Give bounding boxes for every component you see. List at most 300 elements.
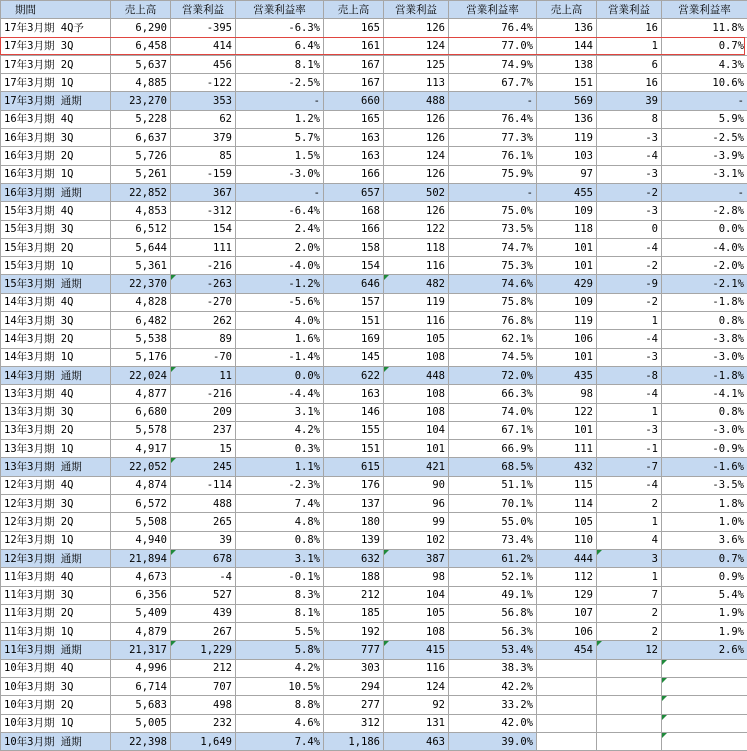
operating-profit-cell-2[interactable]: 108 — [384, 385, 449, 403]
period-cell[interactable]: 15年3月期 通期 — [1, 275, 111, 293]
operating-margin-cell-3[interactable]: -0.9% — [662, 440, 747, 458]
operating-profit-cell-3[interactable]: -4 — [597, 238, 662, 256]
operating-profit-cell-2[interactable]: 96 — [384, 495, 449, 513]
sales-cell-2[interactable]: 163 — [324, 147, 384, 165]
operating-margin-cell-2[interactable]: 42.2% — [449, 677, 537, 695]
sales-cell-2[interactable]: 185 — [324, 604, 384, 622]
sales-cell-3[interactable]: 110 — [537, 531, 597, 549]
operating-profit-cell-3[interactable]: 2 — [597, 495, 662, 513]
operating-margin-cell-3[interactable]: 10.6% — [662, 74, 747, 92]
operating-margin-cell-2[interactable]: 77.3% — [449, 129, 537, 147]
period-cell[interactable]: 17年3月期 2Q — [1, 55, 111, 73]
operating-profit-cell-1[interactable]: 245 — [171, 458, 236, 476]
operating-profit-cell-1[interactable]: 456 — [171, 55, 236, 73]
period-cell[interactable]: 11年3月期 通期 — [1, 641, 111, 659]
sales-cell-2[interactable]: 146 — [324, 403, 384, 421]
operating-margin-cell-3[interactable]: -2.0% — [662, 257, 747, 275]
sales-cell-3[interactable]: 136 — [537, 110, 597, 128]
operating-margin-cell-2[interactable]: 72.0% — [449, 366, 537, 384]
operating-margin-cell-3[interactable]: 0.7% — [662, 37, 747, 55]
operating-margin-cell-1[interactable]: 4.8% — [236, 513, 324, 531]
sales-cell-1[interactable]: 6,458 — [111, 37, 171, 55]
sales-cell-1[interactable]: 22,024 — [111, 366, 171, 384]
period-cell[interactable]: 16年3月期 通期 — [1, 183, 111, 201]
sales-cell-2[interactable]: 163 — [324, 129, 384, 147]
sales-cell-1[interactable]: 5,683 — [111, 696, 171, 714]
operating-margin-cell-2[interactable]: 66.9% — [449, 440, 537, 458]
operating-margin-cell-1[interactable]: 8.3% — [236, 586, 324, 604]
operating-profit-cell-3[interactable]: -4 — [597, 385, 662, 403]
operating-profit-cell-3[interactable]: 16 — [597, 74, 662, 92]
period-cell[interactable]: 15年3月期 3Q — [1, 220, 111, 238]
operating-margin-cell-1[interactable]: 6.4% — [236, 37, 324, 55]
sales-cell-1[interactable]: 4,879 — [111, 623, 171, 641]
operating-margin-cell-2[interactable]: 42.0% — [449, 714, 537, 732]
sales-cell-2[interactable]: 1,186 — [324, 732, 384, 750]
sales-cell-2[interactable]: 646 — [324, 275, 384, 293]
operating-margin-cell-3[interactable]: 0.9% — [662, 568, 747, 586]
operating-margin-cell-1[interactable]: 1.5% — [236, 147, 324, 165]
period-cell[interactable]: 17年3月期 4Q予 — [1, 19, 111, 37]
operating-margin-cell-3[interactable]: -1.8% — [662, 366, 747, 384]
operating-profit-cell-1[interactable]: 414 — [171, 37, 236, 55]
header-sales-3[interactable]: 売上高 — [537, 1, 597, 19]
operating-profit-cell-1[interactable]: -159 — [171, 165, 236, 183]
sales-cell-2[interactable]: 151 — [324, 312, 384, 330]
period-cell[interactable]: 14年3月期 1Q — [1, 348, 111, 366]
operating-margin-cell-1[interactable]: 5.7% — [236, 129, 324, 147]
operating-profit-cell-2[interactable]: 415 — [384, 641, 449, 659]
operating-profit-cell-3[interactable]: 1 — [597, 513, 662, 531]
sales-cell-3[interactable] — [537, 732, 597, 750]
sales-cell-2[interactable]: 163 — [324, 385, 384, 403]
operating-profit-cell-3[interactable]: 16 — [597, 19, 662, 37]
period-cell[interactable]: 15年3月期 2Q — [1, 238, 111, 256]
sales-cell-1[interactable]: 4,940 — [111, 531, 171, 549]
operating-profit-cell-1[interactable]: -122 — [171, 74, 236, 92]
operating-margin-cell-3[interactable]: 0.8% — [662, 403, 747, 421]
sales-cell-3[interactable]: 111 — [537, 440, 597, 458]
operating-profit-cell-2[interactable]: 92 — [384, 696, 449, 714]
operating-margin-cell-2[interactable]: 77.0% — [449, 37, 537, 55]
sales-cell-2[interactable]: 157 — [324, 293, 384, 311]
operating-profit-cell-3[interactable]: -3 — [597, 202, 662, 220]
operating-margin-cell-3[interactable] — [662, 714, 747, 732]
sales-cell-1[interactable]: 6,714 — [111, 677, 171, 695]
period-cell[interactable]: 13年3月期 通期 — [1, 458, 111, 476]
operating-margin-cell-2[interactable]: 52.1% — [449, 568, 537, 586]
operating-margin-cell-2[interactable]: 76.4% — [449, 110, 537, 128]
operating-profit-cell-1[interactable]: -263 — [171, 275, 236, 293]
operating-profit-cell-2[interactable]: 118 — [384, 238, 449, 256]
operating-margin-cell-3[interactable]: 1.9% — [662, 604, 747, 622]
sales-cell-3[interactable]: 106 — [537, 623, 597, 641]
operating-profit-cell-1[interactable]: 353 — [171, 92, 236, 110]
operating-margin-cell-2[interactable]: 75.8% — [449, 293, 537, 311]
operating-profit-cell-2[interactable]: 105 — [384, 330, 449, 348]
operating-profit-cell-3[interactable] — [597, 696, 662, 714]
operating-margin-cell-3[interactable] — [662, 696, 747, 714]
operating-margin-cell-2[interactable]: 33.2% — [449, 696, 537, 714]
operating-margin-cell-1[interactable]: - — [236, 92, 324, 110]
sales-cell-2[interactable]: 660 — [324, 92, 384, 110]
operating-margin-cell-2[interactable]: 39.0% — [449, 732, 537, 750]
sales-cell-2[interactable]: 632 — [324, 549, 384, 567]
operating-margin-cell-2[interactable]: 75.9% — [449, 165, 537, 183]
operating-margin-cell-2[interactable]: 56.8% — [449, 604, 537, 622]
operating-profit-cell-1[interactable]: 15 — [171, 440, 236, 458]
operating-margin-cell-2[interactable]: 38.3% — [449, 659, 537, 677]
sales-cell-3[interactable]: 432 — [537, 458, 597, 476]
operating-profit-cell-3[interactable] — [597, 732, 662, 750]
operating-profit-cell-3[interactable]: 12 — [597, 641, 662, 659]
period-cell[interactable]: 16年3月期 2Q — [1, 147, 111, 165]
sales-cell-2[interactable]: 277 — [324, 696, 384, 714]
period-cell[interactable]: 13年3月期 2Q — [1, 421, 111, 439]
sales-cell-3[interactable]: 569 — [537, 92, 597, 110]
operating-profit-cell-3[interactable]: 1 — [597, 403, 662, 421]
sales-cell-2[interactable]: 168 — [324, 202, 384, 220]
sales-cell-1[interactable]: 4,673 — [111, 568, 171, 586]
sales-cell-2[interactable]: 151 — [324, 440, 384, 458]
sales-cell-1[interactable]: 5,578 — [111, 421, 171, 439]
operating-margin-cell-2[interactable]: 55.0% — [449, 513, 537, 531]
operating-profit-cell-2[interactable]: 101 — [384, 440, 449, 458]
operating-margin-cell-3[interactable]: -3.0% — [662, 421, 747, 439]
period-cell[interactable]: 14年3月期 通期 — [1, 366, 111, 384]
operating-profit-cell-1[interactable]: -216 — [171, 257, 236, 275]
operating-margin-cell-3[interactable]: 1.9% — [662, 623, 747, 641]
operating-margin-cell-2[interactable]: 74.6% — [449, 275, 537, 293]
sales-cell-1[interactable]: 21,894 — [111, 549, 171, 567]
sales-cell-1[interactable]: 6,290 — [111, 19, 171, 37]
sales-cell-1[interactable]: 4,853 — [111, 202, 171, 220]
sales-cell-2[interactable]: 192 — [324, 623, 384, 641]
operating-margin-cell-1[interactable]: 0.3% — [236, 440, 324, 458]
sales-cell-3[interactable]: 455 — [537, 183, 597, 201]
sales-cell-3[interactable]: 118 — [537, 220, 597, 238]
operating-profit-cell-1[interactable]: 678 — [171, 549, 236, 567]
operating-profit-cell-1[interactable]: 11 — [171, 366, 236, 384]
operating-margin-cell-1[interactable]: 8.8% — [236, 696, 324, 714]
operating-profit-cell-3[interactable]: 6 — [597, 55, 662, 73]
sales-cell-3[interactable]: 98 — [537, 385, 597, 403]
operating-profit-cell-2[interactable]: 122 — [384, 220, 449, 238]
operating-margin-cell-1[interactable]: 5.5% — [236, 623, 324, 641]
operating-profit-cell-1[interactable]: 89 — [171, 330, 236, 348]
operating-margin-cell-1[interactable]: -0.1% — [236, 568, 324, 586]
operating-profit-cell-1[interactable]: 212 — [171, 659, 236, 677]
period-cell[interactable]: 15年3月期 1Q — [1, 257, 111, 275]
operating-profit-cell-2[interactable]: 116 — [384, 659, 449, 677]
header-sales-2[interactable]: 売上高 — [324, 1, 384, 19]
sales-cell-2[interactable]: 154 — [324, 257, 384, 275]
sales-cell-1[interactable]: 4,877 — [111, 385, 171, 403]
sales-cell-1[interactable]: 6,482 — [111, 312, 171, 330]
header-operating-profit-2[interactable]: 営業利益 — [384, 1, 449, 19]
sales-cell-2[interactable]: 137 — [324, 495, 384, 513]
sales-cell-2[interactable]: 167 — [324, 74, 384, 92]
operating-margin-cell-3[interactable]: -3.9% — [662, 147, 747, 165]
sales-cell-2[interactable]: 180 — [324, 513, 384, 531]
period-cell[interactable]: 17年3月期 通期 — [1, 92, 111, 110]
period-cell[interactable]: 12年3月期 4Q — [1, 476, 111, 494]
period-cell[interactable]: 15年3月期 4Q — [1, 202, 111, 220]
sales-cell-2[interactable]: 155 — [324, 421, 384, 439]
operating-margin-cell-1[interactable]: -1.2% — [236, 275, 324, 293]
operating-margin-cell-1[interactable]: -4.4% — [236, 385, 324, 403]
operating-profit-cell-2[interactable]: 124 — [384, 37, 449, 55]
operating-profit-cell-2[interactable]: 448 — [384, 366, 449, 384]
operating-profit-cell-1[interactable]: 85 — [171, 147, 236, 165]
sales-cell-3[interactable]: 101 — [537, 348, 597, 366]
operating-profit-cell-3[interactable]: 8 — [597, 110, 662, 128]
operating-profit-cell-3[interactable]: -3 — [597, 129, 662, 147]
sales-cell-3[interactable]: 129 — [537, 586, 597, 604]
operating-profit-cell-2[interactable]: 126 — [384, 202, 449, 220]
operating-margin-cell-1[interactable]: 8.1% — [236, 604, 324, 622]
operating-profit-cell-3[interactable]: -4 — [597, 330, 662, 348]
operating-margin-cell-1[interactable]: 0.8% — [236, 531, 324, 549]
operating-profit-cell-3[interactable]: -3 — [597, 421, 662, 439]
operating-profit-cell-2[interactable]: 104 — [384, 586, 449, 604]
operating-profit-cell-1[interactable]: 707 — [171, 677, 236, 695]
header-operating-profit-3[interactable]: 営業利益 — [597, 1, 662, 19]
operating-profit-cell-2[interactable]: 488 — [384, 92, 449, 110]
operating-profit-cell-2[interactable]: 99 — [384, 513, 449, 531]
operating-profit-cell-1[interactable]: 262 — [171, 312, 236, 330]
operating-margin-cell-3[interactable]: 0.7% — [662, 549, 747, 567]
operating-margin-cell-2[interactable]: 76.8% — [449, 312, 537, 330]
period-cell[interactable]: 13年3月期 1Q — [1, 440, 111, 458]
operating-margin-cell-3[interactable]: 1.8% — [662, 495, 747, 513]
period-cell[interactable]: 16年3月期 4Q — [1, 110, 111, 128]
operating-margin-cell-1[interactable]: -3.0% — [236, 165, 324, 183]
sales-cell-3[interactable]: 105 — [537, 513, 597, 531]
operating-profit-cell-3[interactable]: -7 — [597, 458, 662, 476]
operating-profit-cell-2[interactable]: 124 — [384, 147, 449, 165]
operating-margin-cell-1[interactable]: 10.5% — [236, 677, 324, 695]
sales-cell-2[interactable]: 158 — [324, 238, 384, 256]
operating-margin-cell-1[interactable]: -6.4% — [236, 202, 324, 220]
operating-margin-cell-3[interactable]: 4.3% — [662, 55, 747, 73]
sales-cell-2[interactable]: 212 — [324, 586, 384, 604]
sales-cell-1[interactable]: 5,409 — [111, 604, 171, 622]
period-cell[interactable]: 14年3月期 4Q — [1, 293, 111, 311]
sales-cell-1[interactable]: 6,637 — [111, 129, 171, 147]
period-cell[interactable]: 16年3月期 1Q — [1, 165, 111, 183]
operating-margin-cell-2[interactable]: - — [449, 183, 537, 201]
operating-margin-cell-2[interactable]: 75.3% — [449, 257, 537, 275]
operating-margin-cell-3[interactable]: -2.1% — [662, 275, 747, 293]
operating-margin-cell-3[interactable] — [662, 659, 747, 677]
operating-profit-cell-3[interactable]: -3 — [597, 348, 662, 366]
sales-cell-3[interactable]: 114 — [537, 495, 597, 513]
operating-margin-cell-1[interactable]: -6.3% — [236, 19, 324, 37]
operating-profit-cell-1[interactable]: 267 — [171, 623, 236, 641]
operating-margin-cell-3[interactable]: -3.0% — [662, 348, 747, 366]
operating-margin-cell-3[interactable]: -3.5% — [662, 476, 747, 494]
operating-profit-cell-3[interactable] — [597, 659, 662, 677]
sales-cell-2[interactable]: 139 — [324, 531, 384, 549]
sales-cell-1[interactable]: 5,644 — [111, 238, 171, 256]
sales-cell-1[interactable]: 4,917 — [111, 440, 171, 458]
operating-margin-cell-1[interactable]: -5.6% — [236, 293, 324, 311]
period-cell[interactable]: 17年3月期 1Q — [1, 74, 111, 92]
sales-cell-1[interactable]: 4,885 — [111, 74, 171, 92]
sales-cell-2[interactable]: 303 — [324, 659, 384, 677]
sales-cell-2[interactable]: 176 — [324, 476, 384, 494]
sales-cell-3[interactable] — [537, 659, 597, 677]
operating-margin-cell-1[interactable]: 1.6% — [236, 330, 324, 348]
operating-margin-cell-2[interactable]: 62.1% — [449, 330, 537, 348]
sales-cell-3[interactable]: 136 — [537, 19, 597, 37]
operating-profit-cell-3[interactable]: 0 — [597, 220, 662, 238]
sales-cell-1[interactable]: 4,996 — [111, 659, 171, 677]
sales-cell-2[interactable]: 777 — [324, 641, 384, 659]
operating-margin-cell-1[interactable]: -1.4% — [236, 348, 324, 366]
sales-cell-3[interactable]: 144 — [537, 37, 597, 55]
operating-profit-cell-3[interactable]: -3 — [597, 165, 662, 183]
operating-profit-cell-1[interactable]: 439 — [171, 604, 236, 622]
operating-profit-cell-2[interactable]: 90 — [384, 476, 449, 494]
operating-margin-cell-3[interactable]: - — [662, 92, 747, 110]
header-period[interactable]: 期間 — [1, 1, 111, 19]
header-operating-margin-3[interactable]: 営業利益率 — [662, 1, 747, 19]
operating-profit-cell-3[interactable] — [597, 677, 662, 695]
period-cell[interactable]: 16年3月期 3Q — [1, 129, 111, 147]
operating-margin-cell-3[interactable] — [662, 732, 747, 750]
operating-profit-cell-1[interactable]: 1,229 — [171, 641, 236, 659]
sales-cell-1[interactable]: 5,261 — [111, 165, 171, 183]
operating-profit-cell-2[interactable]: 126 — [384, 110, 449, 128]
operating-profit-cell-3[interactable] — [597, 714, 662, 732]
operating-profit-cell-1[interactable]: -4 — [171, 568, 236, 586]
operating-profit-cell-2[interactable]: 502 — [384, 183, 449, 201]
sales-cell-3[interactable]: 122 — [537, 403, 597, 421]
operating-margin-cell-1[interactable]: -2.3% — [236, 476, 324, 494]
sales-cell-3[interactable]: 101 — [537, 238, 597, 256]
operating-profit-cell-3[interactable]: 39 — [597, 92, 662, 110]
sales-cell-1[interactable]: 5,361 — [111, 257, 171, 275]
sales-cell-2[interactable]: 169 — [324, 330, 384, 348]
operating-margin-cell-3[interactable]: -4.1% — [662, 385, 747, 403]
sales-cell-1[interactable]: 22,052 — [111, 458, 171, 476]
operating-profit-cell-3[interactable]: 2 — [597, 623, 662, 641]
operating-profit-cell-2[interactable]: 119 — [384, 293, 449, 311]
period-cell[interactable]: 12年3月期 3Q — [1, 495, 111, 513]
operating-margin-cell-2[interactable]: 67.7% — [449, 74, 537, 92]
operating-profit-cell-1[interactable]: 237 — [171, 421, 236, 439]
sales-cell-3[interactable]: 454 — [537, 641, 597, 659]
operating-profit-cell-2[interactable]: 463 — [384, 732, 449, 750]
sales-cell-2[interactable]: 167 — [324, 55, 384, 73]
operating-margin-cell-1[interactable]: 7.4% — [236, 495, 324, 513]
operating-margin-cell-2[interactable]: 53.4% — [449, 641, 537, 659]
operating-margin-cell-1[interactable]: 5.8% — [236, 641, 324, 659]
operating-margin-cell-2[interactable]: 66.3% — [449, 385, 537, 403]
operating-margin-cell-2[interactable]: 68.5% — [449, 458, 537, 476]
operating-profit-cell-1[interactable]: 232 — [171, 714, 236, 732]
operating-margin-cell-3[interactable]: 3.6% — [662, 531, 747, 549]
operating-margin-cell-2[interactable]: 73.4% — [449, 531, 537, 549]
period-cell[interactable]: 11年3月期 1Q — [1, 623, 111, 641]
operating-margin-cell-3[interactable]: - — [662, 183, 747, 201]
operating-profit-cell-1[interactable]: -70 — [171, 348, 236, 366]
operating-profit-cell-2[interactable]: 113 — [384, 74, 449, 92]
sales-cell-3[interactable]: 119 — [537, 129, 597, 147]
operating-margin-cell-1[interactable]: 4.6% — [236, 714, 324, 732]
sales-cell-1[interactable]: 6,356 — [111, 586, 171, 604]
operating-profit-cell-1[interactable]: -114 — [171, 476, 236, 494]
operating-profit-cell-1[interactable]: 62 — [171, 110, 236, 128]
sales-cell-3[interactable]: 112 — [537, 568, 597, 586]
operating-profit-cell-2[interactable]: 125 — [384, 55, 449, 73]
sales-cell-1[interactable]: 4,874 — [111, 476, 171, 494]
operating-margin-cell-1[interactable]: 0.0% — [236, 366, 324, 384]
operating-profit-cell-2[interactable]: 126 — [384, 19, 449, 37]
sales-cell-1[interactable]: 4,828 — [111, 293, 171, 311]
operating-profit-cell-2[interactable]: 108 — [384, 403, 449, 421]
operating-profit-cell-1[interactable]: 379 — [171, 129, 236, 147]
operating-profit-cell-1[interactable]: 1,649 — [171, 732, 236, 750]
operating-profit-cell-2[interactable]: 102 — [384, 531, 449, 549]
operating-profit-cell-1[interactable]: 498 — [171, 696, 236, 714]
operating-profit-cell-1[interactable]: 367 — [171, 183, 236, 201]
period-cell[interactable]: 13年3月期 4Q — [1, 385, 111, 403]
sales-cell-3[interactable]: 101 — [537, 257, 597, 275]
sales-cell-1[interactable]: 5,176 — [111, 348, 171, 366]
operating-margin-cell-1[interactable]: 1.2% — [236, 110, 324, 128]
operating-margin-cell-1[interactable]: - — [236, 183, 324, 201]
sales-cell-3[interactable] — [537, 677, 597, 695]
operating-margin-cell-1[interactable]: 7.4% — [236, 732, 324, 750]
sales-cell-2[interactable]: 145 — [324, 348, 384, 366]
sales-cell-2[interactable]: 166 — [324, 220, 384, 238]
operating-profit-cell-2[interactable]: 126 — [384, 165, 449, 183]
operating-profit-cell-1[interactable]: -270 — [171, 293, 236, 311]
operating-margin-cell-1[interactable]: 3.1% — [236, 549, 324, 567]
sales-cell-2[interactable]: 622 — [324, 366, 384, 384]
operating-margin-cell-2[interactable]: 74.0% — [449, 403, 537, 421]
sales-cell-3[interactable]: 119 — [537, 312, 597, 330]
operating-margin-cell-1[interactable]: 8.1% — [236, 55, 324, 73]
period-cell[interactable]: 10年3月期 2Q — [1, 696, 111, 714]
period-cell[interactable]: 10年3月期 4Q — [1, 659, 111, 677]
sales-cell-1[interactable]: 5,005 — [111, 714, 171, 732]
sales-cell-3[interactable]: 151 — [537, 74, 597, 92]
sales-cell-2[interactable]: 165 — [324, 110, 384, 128]
operating-margin-cell-3[interactable]: 11.8% — [662, 19, 747, 37]
operating-profit-cell-1[interactable]: 527 — [171, 586, 236, 604]
sales-cell-3[interactable]: 115 — [537, 476, 597, 494]
sales-cell-1[interactable]: 5,538 — [111, 330, 171, 348]
period-cell[interactable]: 12年3月期 2Q — [1, 513, 111, 531]
operating-profit-cell-3[interactable]: -9 — [597, 275, 662, 293]
operating-margin-cell-3[interactable]: -3.1% — [662, 165, 747, 183]
operating-margin-cell-2[interactable]: 70.1% — [449, 495, 537, 513]
operating-margin-cell-3[interactable]: -1.8% — [662, 293, 747, 311]
operating-profit-cell-2[interactable]: 105 — [384, 604, 449, 622]
operating-margin-cell-1[interactable]: 4.2% — [236, 659, 324, 677]
operating-margin-cell-2[interactable]: 49.1% — [449, 586, 537, 604]
operating-profit-cell-3[interactable]: -2 — [597, 183, 662, 201]
sales-cell-3[interactable]: 97 — [537, 165, 597, 183]
operating-margin-cell-3[interactable]: -1.6% — [662, 458, 747, 476]
operating-profit-cell-2[interactable]: 104 — [384, 421, 449, 439]
period-cell[interactable]: 11年3月期 2Q — [1, 604, 111, 622]
operating-margin-cell-1[interactable]: -4.0% — [236, 257, 324, 275]
